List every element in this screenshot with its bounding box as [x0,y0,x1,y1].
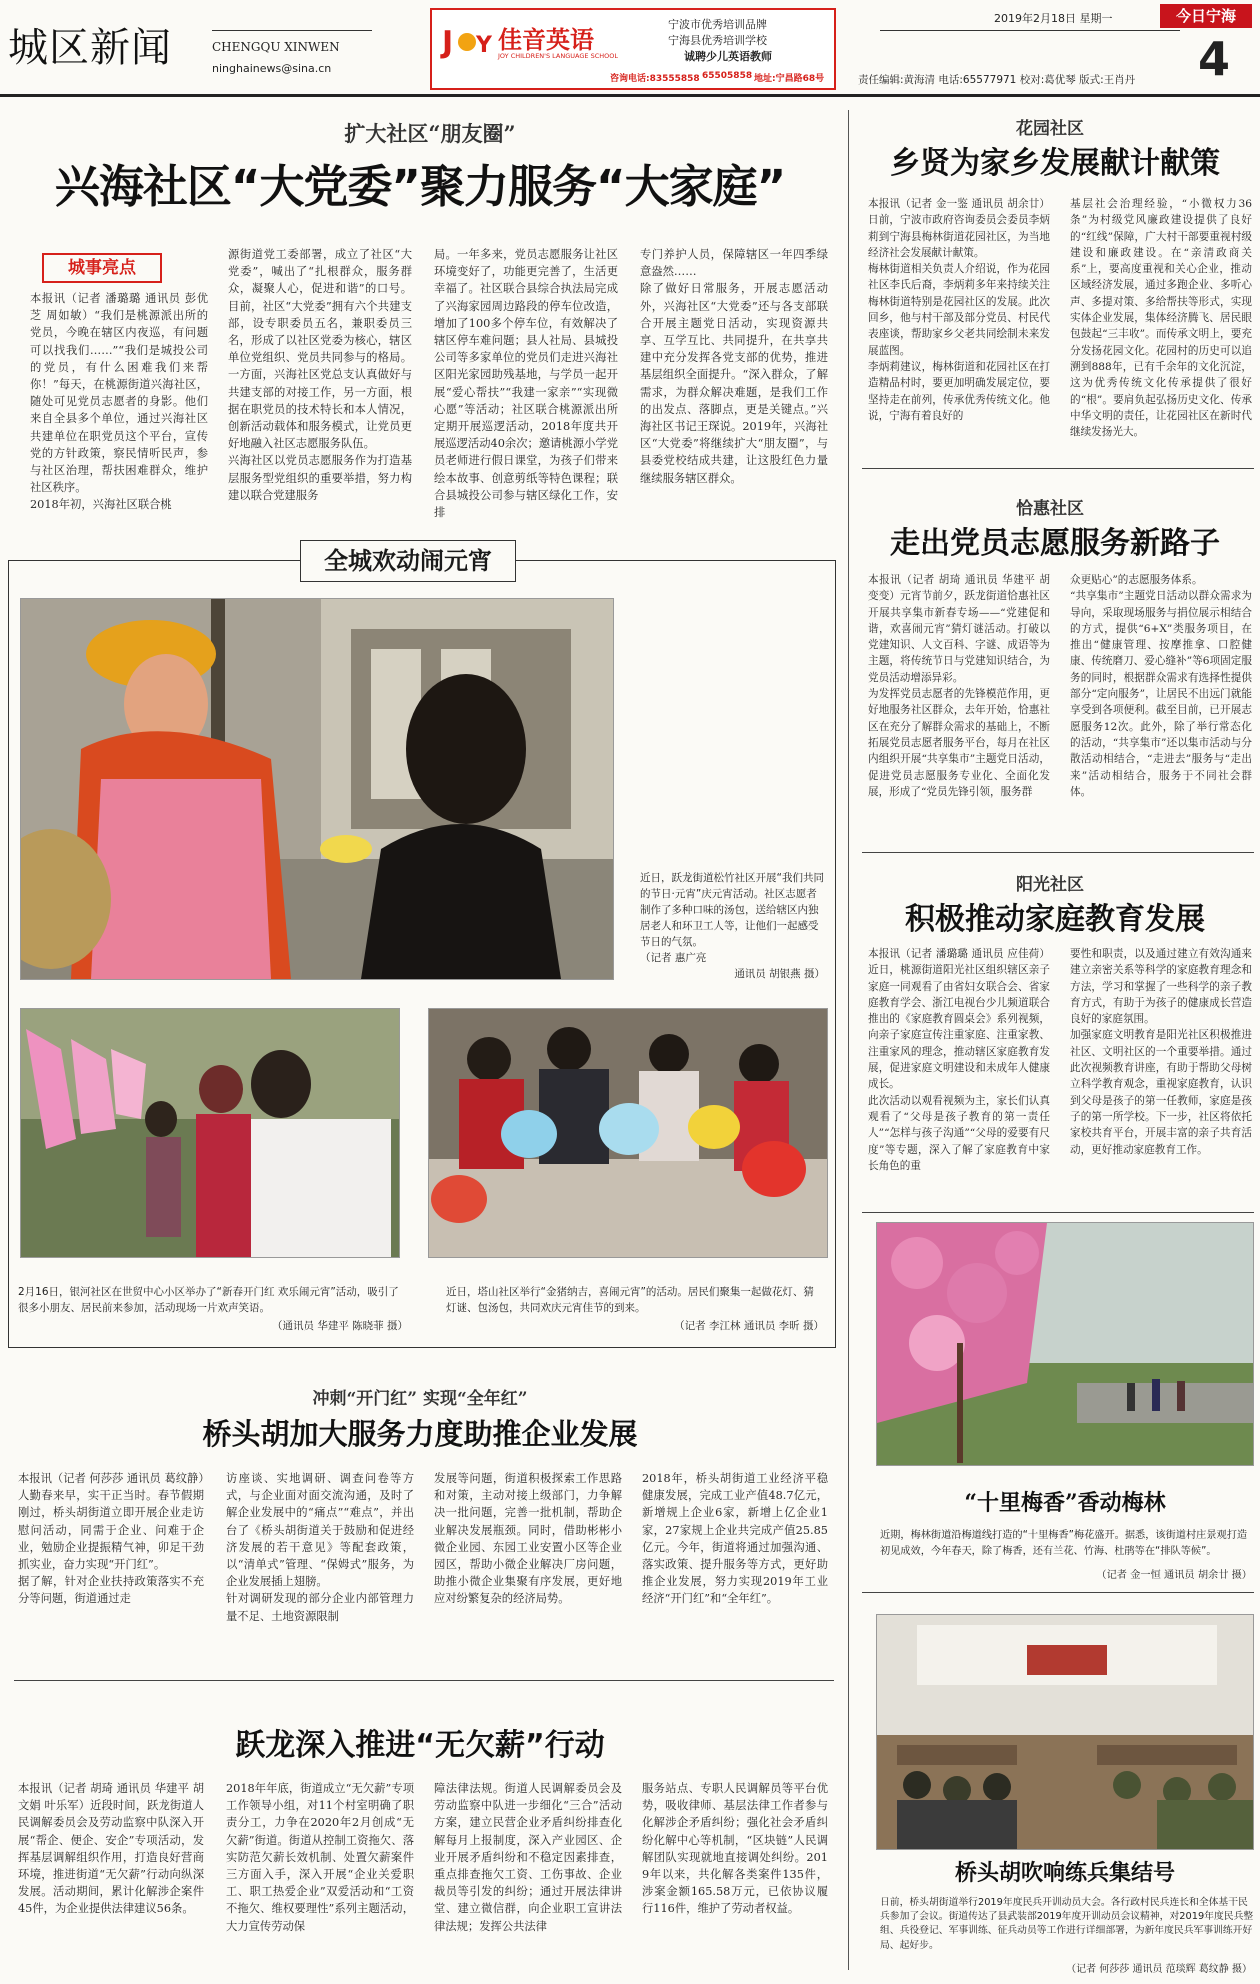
ad-phone-2: 65505858 [702,71,753,81]
editor-credits: 责任编辑:黄海清 电话:65577971 校对:葛优琴 版式:王肖丹 [858,74,1136,86]
huayuan-headline: 乡贤为家乡发展献计献策 [890,146,1220,181]
lantern-feature-title: 全城欢动闹元宵 [324,546,492,575]
main-photo-caption: 近日，跃龙街道松竹社区开展“我们共同的节日·元宵”庆元宵活动。社区志愿者制作了多种口味的汤包，送给辖区内独居老人和环卫工人等，让他们一起感受节日的气氛。 [640,872,824,948]
paper-logo-text: 今日宁海 [1175,7,1236,25]
qiaotou-col-3: 发展等问题，街道积极探索工作思路和对策，主动对接上级部门，力争解决一批问题，完善一批机制，帮助企业解决发展瓶颈。同时，借助彬彬小微企业园、东园工业安置小区等企业园区，帮助小微企业解决厂房问题，助推小微企业集聚有序发展，更好地应对纷繁复杂的经济局势。 [434,1472,622,1606]
ad-brand-en: JOY CHILDREN'S LANGUAGE SCHOOL [498,52,618,60]
photo-plum-blossom [876,1222,1254,1466]
qiaotou-bottom-rule [14,1680,834,1681]
paper-logo [1160,4,1252,28]
svg-text:J: J [442,25,454,60]
yangguang-headline: 积极推动家庭教育发展 [905,902,1205,937]
huayuan-col-1: 本报讯（记者 金一鉴 通讯员 胡余廿）日前，宁波市政府咨询委员会委员李炳莉到宁海县梅林街道花园社区，为当地经济社会发展献计献策。 梅林街道相关负责人介绍说，作为花园社区李氏后裔，李炳莉多年来持续关注梅林街道特别是花园社区的发展。此次回乡，他与村干部及部分党员、村民代表座谈，帮助家乡父老共同绘制未来发展蓝图。 李炳莉建议，梅林街道和花园社区在打造精品村时，要更加明确发展定位，要坚持走在前列，传承优秀传统文化。他说，宁海有着良好的 [868,198,1050,422]
lead-col-1: 本报讯（记者 潘璐璐 通讯员 彭优芝 周如敏）“我们是桃源派出所的党员，今晚在辖区内夜巡，有问题可以找我们……”“我们是城投公司的党员，有什么困难我们来帮你！”每天，在桃源街道兴海社区，随处可见党员志愿者的身影。他们来自全县多个单位，通过兴海社区共建单位在职党员这个平台，宣传党的方针政策，察民情听民声，参与社区治理，帮扶困难群众，维护社区秩序。 2018年初，兴海社区联合桃 [30,292,208,512]
masthead-rule [212,30,372,31]
photo-soup-delivery [20,598,614,980]
militia-photo-title: 桥头胡吹响练兵集结号 [954,1860,1175,1886]
huayuan-kicker: 花园社区 [1016,119,1084,139]
lantern-feature-title-box [300,540,516,582]
qiahui-headline: 走出党员志愿服务新路子 [890,526,1220,561]
qiaotou-col-4: 2018年，桥头胡街道工业经济平稳健康发展，完成工业产值48.7亿元，新增规上企业6家，新增上亿企业1家，27家规上企业共完成产值25.85亿元。今年，街道将通过加强沟通、落实政策、提升服务等方式，更好助推企业发展，努力实现2019年工业经济“开门红”和“全年红”。 [642,1472,828,1606]
section-pinyin: CHENGQU XINWEN [212,40,340,54]
lead-tag-label: 城事亮点 [68,258,136,278]
section-title: 城区新闻 [8,25,172,71]
militia-photo-caption: 日前，桥头胡街道举行2019年度民兵开训动员大会。各行政村民兵连长和全体基干民兵参加了会议。街道传达了县武装部2019年度开训动员会议精神，对2019年度民兵整组、兵役登记、军事训练、征兵动员等工作进行详细部署，为新年度民兵军事训练开好局、起好步。 [880,1897,1254,1951]
ad-line-2: 宁海县优秀培训学校 [668,34,767,47]
yangguang-col-1: 本报讯（记者 潘璐璐 通讯员 应佳荷）近日，桃源街道阳光社区组织辖区亲子家庭一同观看了由省妇女联合会、省家庭教育学会、浙江电视台少儿频道联合推出的《家庭教育圆桌会》系列视频，向亲子家庭宣传注重家庭、注重家教、注重家风的理念，推动辖区家庭教育发展，促进家庭文明建设和未成年人健康成长。 此次活动以观看视频为主，家长们认真观看了“父母是孩子教育的第一责任人”“怎样与孩子沟通”“父母的爱要有尺度”等专题，深入了解了家庭教育中家长角色的重 [868,948,1050,1172]
ad-address: 地址:宁昌路68号 [754,74,825,84]
ad-contact-bar [610,68,832,86]
meilin-photo-credit: （记者 金一恒 通讯员 胡余廿 摄） [1096,1570,1252,1581]
lead-col-3: 局。一年多来，党员志愿服务让社区环境变好了，功能更完善了，生活更幸福了。社区联合县综合执法局完成了兴海家园周边路段的停车位改造，增加了100多个停车位，有效解决了辖区停车难问题；县人社局、县城投公司等多家单位的党员们走进兴海社区阳光家园助残基地，与学员一起开展“爱心帮扶”“我建一家亲”“实现微心愿”等活动；社区联合桃源派出所定期开展巡逻活动，2018年度共开展巡逻活动40余次；邀请桃源小学党员老师进行假日课堂，为孩子们带来绘本故事、创意剪纸等特色课程；联合县城投公司参与辖区绿化工作，安排 [434,248,618,520]
lead-tag [42,253,162,283]
qiahui-kicker: 恰惠社区 [1016,499,1084,519]
yuelong-col-4: 服务站点、专职人民调解员等平台优势，吸收律师、基层法律工作者参与化解涉企矛盾纠纷；强化社会矛盾纠纷化解中心等机制，“区块链”人民调解团队实现就地直接调处纠纷。2019年以来，共化解各类案件135件，涉案金额165.58万元，已依协议履行116件，维护了劳动者权益。 [642,1782,828,1916]
lead-col-2: 源街道党工委部署，成立了社区“大党委”，喊出了“扎根群众，服务群众，凝聚人心，促进和谐”的口号。目前，社区“大党委”拥有六个共建支部，设专职委员五名，兼职委员三名，形成了以社区党委为核心，辖区单位党组织、党员共同参与的格局。一方面，兴海社区党总支认真做好与共建支部的对接工作，另一方面，根据在职党员的技术特长和本人情况，创新活动载体和服务模式，让党员更好地融入社区志愿服务队伍。 兴海社区以党员志愿服务作为打造基层服务型党组织的重要举措，努力构建以联合党建服务 [228,248,412,502]
main-photo-credit-1: （记者 惠广亮 [640,952,707,964]
ad-phone: 咨询电话:83555858 [610,74,700,84]
ad-line-3: 诚聘少儿英语教师 [684,50,772,63]
militia-photo-credit: （记者 何莎莎 通讯员 范琰辉 葛纹静 摄） [1066,1964,1252,1975]
ad-box [430,8,836,90]
right-photo-credit: （记者 李江林 通讯员 李昕 摄） [674,1320,824,1332]
lead-kicker: 扩大社区“朋友圈” [344,121,516,146]
qiaotou-col-2: 访座谈、实地调研、调查问卷等方式，与企业面对面交流沟通，及时了解企业发展中的“痛点”“难点”，并出台了《桥头胡街道关于鼓励和促进经济发展的若干意见》等配套政策，以“清单式”管理、“保姆式”服务，为企业发展插上翅膀。 针对调研发现的部分企业内部管理力量不足、土地资源限制 [226,1472,414,1623]
svg-text:Y: Y [476,33,492,58]
lead-headline: 兴海社区“大党委”聚力服务“大家庭” [54,160,786,213]
yuelong-col-1: 本报讯（记者 胡琦 通讯员 华建平 胡文娟 叶乐军）近段时间，跃龙街道人民调解委员会及劳动监察中队深入开展“帮企、便企、安企”专项活动，发挥基层调解组织作用，打造良好营商环境，推进街道“无欠薪”行动向纵深发展。活动期间，累计化解涉企案件45件，为企业提供法律建议56条。 [18,1782,204,1916]
lead-col-4: 专门养护人员，保障辖区一年四季绿意盎然…… 除了做好日常服务，开展志愿活动外，兴海社区“大党委”还与各支部联合开展主题党日活动，实现资源共享、互学互比、共同提升，在共享共建中充分发挥各党支部的优势，推进基层组织全面提升。“深入群众，了解需求，为群众解决难题，是我们工作的出发点、落脚点，更是关键点。”兴海社区书记王琛说。2019年，兴海社区“大党委”将继续扩大“朋友圈”，与县委党校结成共建，让这股红色力量继续服务辖区群众。 [640,248,828,485]
yuelong-col-2: 2018年年底，街道成立“无欠薪”专项工作领导小组，对11个村室明确了职责分工，力争在2020年2月创成“无欠薪”街道。街道从控制工资拖欠、落实防范欠薪长效机制、处置欠薪案件三方面入手，深入开展“企业关爱职工、职工热爱企业”双爱活动和“工资不拖欠、维权要理性”系列主题活动，大力宣传劳动保 [226,1782,414,1933]
left-photo-credit: （通讯员 华建平 陈晓菲 摄） [271,1320,408,1332]
qiaotou-col-1: 本报讯（记者 何莎莎 通讯员 葛纹静）人勤春来早，实干正当时。春节假期刚过，桥头胡街道立即开展企业走访慰问活动，同需于企业、问难于企业，勉励企业提振精气神，卯足干劲抓实业，奋力实现“开门红”。 据了解，针对企业扶持政策落实不充分等问题，街道通过走 [18,1472,204,1606]
issue-date: 2019年2月18日 星期一 [994,12,1113,25]
page-number: 4 [1198,32,1231,86]
photo-lantern-riddles [20,1008,400,1258]
qiaotou-kicker: 冲刺“开门红” 实现“全年红” [312,1389,528,1409]
masthead-bottom-rule [0,94,1260,97]
photo-lantern-making [428,1008,828,1258]
right-photo-caption: 近日，塔山社区举行“金猪纳吉，喜闹元宵”的活动。居民们聚集一起做花灯、猜灯谜、包汤包，共同欢庆元宵佳节的到来。 [446,1286,814,1314]
section-email: ninghainews@sina.cn [212,62,332,75]
ad-brand: 佳音英语 [498,26,594,54]
yuelong-col-3: 障法律法规。街道人民调解委员会及劳动监察中队进一步细化“三合”活动方案，建立民营企业矛盾纠纷排查化解每月上报制度，深入产业园区、企业开展矛盾纠纷和不稳定因素排查，重点排查拖欠工资、工伤事故、企业裁员等引发的纠纷；通过开展法律讲堂、建立微信群，向企业职工宣讲法律法规；发挥公共法律 [434,1782,622,1933]
yangguang-col-2: 要性和职责，以及通过建立有效沟通来建立亲密关系等科学的家庭教育理念和方法，学习和掌握了一些科学的亲子教育方式，有助于为孩子的健康成长营造良好的家庭氛围。 加强家庭文明教育是阳光社区积极推进社区、文明社区的一个重要举措。通过此次视频教育讲座，有助于帮助父母树立科学教育观念，重视家庭教育，认识到父母是孩子的第一任教师，家庭是孩子的第一所学校。下一步，社区将依托家校共育平台，开展丰富的亲子共育活动，更好推动家庭教育工作。 [1070,948,1252,1156]
yangguang-kicker: 阳光社区 [1016,875,1084,895]
qiahui-col-1: 本报讯（记者 胡琦 通讯员 华建平 胡变变）元宵节前夕，跃龙街道恰惠社区开展共享集市新春专场——“党建促和谐，欢喜闹元宵”猜灯谜活动。打破以党建知识、人文百科、字谜、成语等为主题，将传统节日与党建知识结合，为党员活动增添异彩。 为发挥党员志愿者的先锋模范作用，更好地服务社区群众，去年开始，恰惠社区在充分了解群众需求的基础上，不断拓展党员志愿者服务平台，每月在社区内组织开展“共享集市”主题党日活动，促进党员志愿服务专业化、全面化发展，形成了“党员先锋引领，服务群 [868,574,1050,798]
qiaotou-headline: 桥头胡加大服务力度助推企业发展 [202,1417,638,1451]
main-column-divider [848,110,849,1970]
ad-line-1: 宁波市优秀培训品牌 [668,18,767,31]
qiahui-col-2: 众更贴心”的志愿服务体系。 “共享集市”主题党日活动以群众需求为导向，采取现场服务与捐位展示相结合的方式，提供“6+X”类服务项目，在推出“健康管理、按摩推拿、口腔健康、传统磨刀、爱心缝补”等6项固定服务的同时，根据群众需求有选择性提供部分“定向服务”，让居民不出远门就能享受到各项便利。截至目前，已开展志愿服务12次。此外，除了举行常态化的活动，“共享集市”还以集市活动与分散活动相结合，“走进去”服务与“走出来”活动相结合，服务于不同社会群体。 [1070,574,1252,798]
ad-logo-icon [440,20,492,60]
left-photo-caption: 2月16日，银河社区在世贸中心小区举办了“新春开门红 欢乐闹元宵”活动，吸引了很多小朋友、居民前来参加，活动现场一片欢声笑语。 [18,1286,399,1314]
meilin-photo-caption: 近期，梅林街道沿梅道线打造的“十里梅香”梅花盛开。据悉，该街道村庄景观打造初见成效，今年春天，除了梅香，还有兰花、竹海、杜鹃等在“排队等候”。 [880,1530,1248,1557]
main-photo-credit-2: 通讯员 胡银燕 摄） [734,968,825,980]
meilin-photo-title: “十里梅香”香动梅林 [964,1490,1166,1516]
huayuan-col-2: 基层社会治理经验，“小微权力36条”为村级党风廉政建设提供了良好的“红线”保障，广大村干部要重视村级建设和廉政建设。在“亲清政商关系”上，要高度重视和关心企业，推动区域经济发展，通过多跑企业、多听心声、多提对策、多给帮扶等形式，实现实体企业发展，集体经济腾飞、居民眼包鼓起“三丰收”。而传承文明上，要充分发扬花园文化。花园村的历史可以追溯到888年，已有千余年的文化沉淀，这为优秀传统文化传承提供了很好的“根”。要肩负起弘扬历史文化、传承中华文明的责任，让花园社区在新时代继续发扬光大。 [1070,198,1252,439]
photo-militia-meeting [876,1614,1254,1850]
masthead [0,0,1260,96]
yuelong-headline: 跃龙深入推进“无欠薪”行动 [235,1728,605,1763]
